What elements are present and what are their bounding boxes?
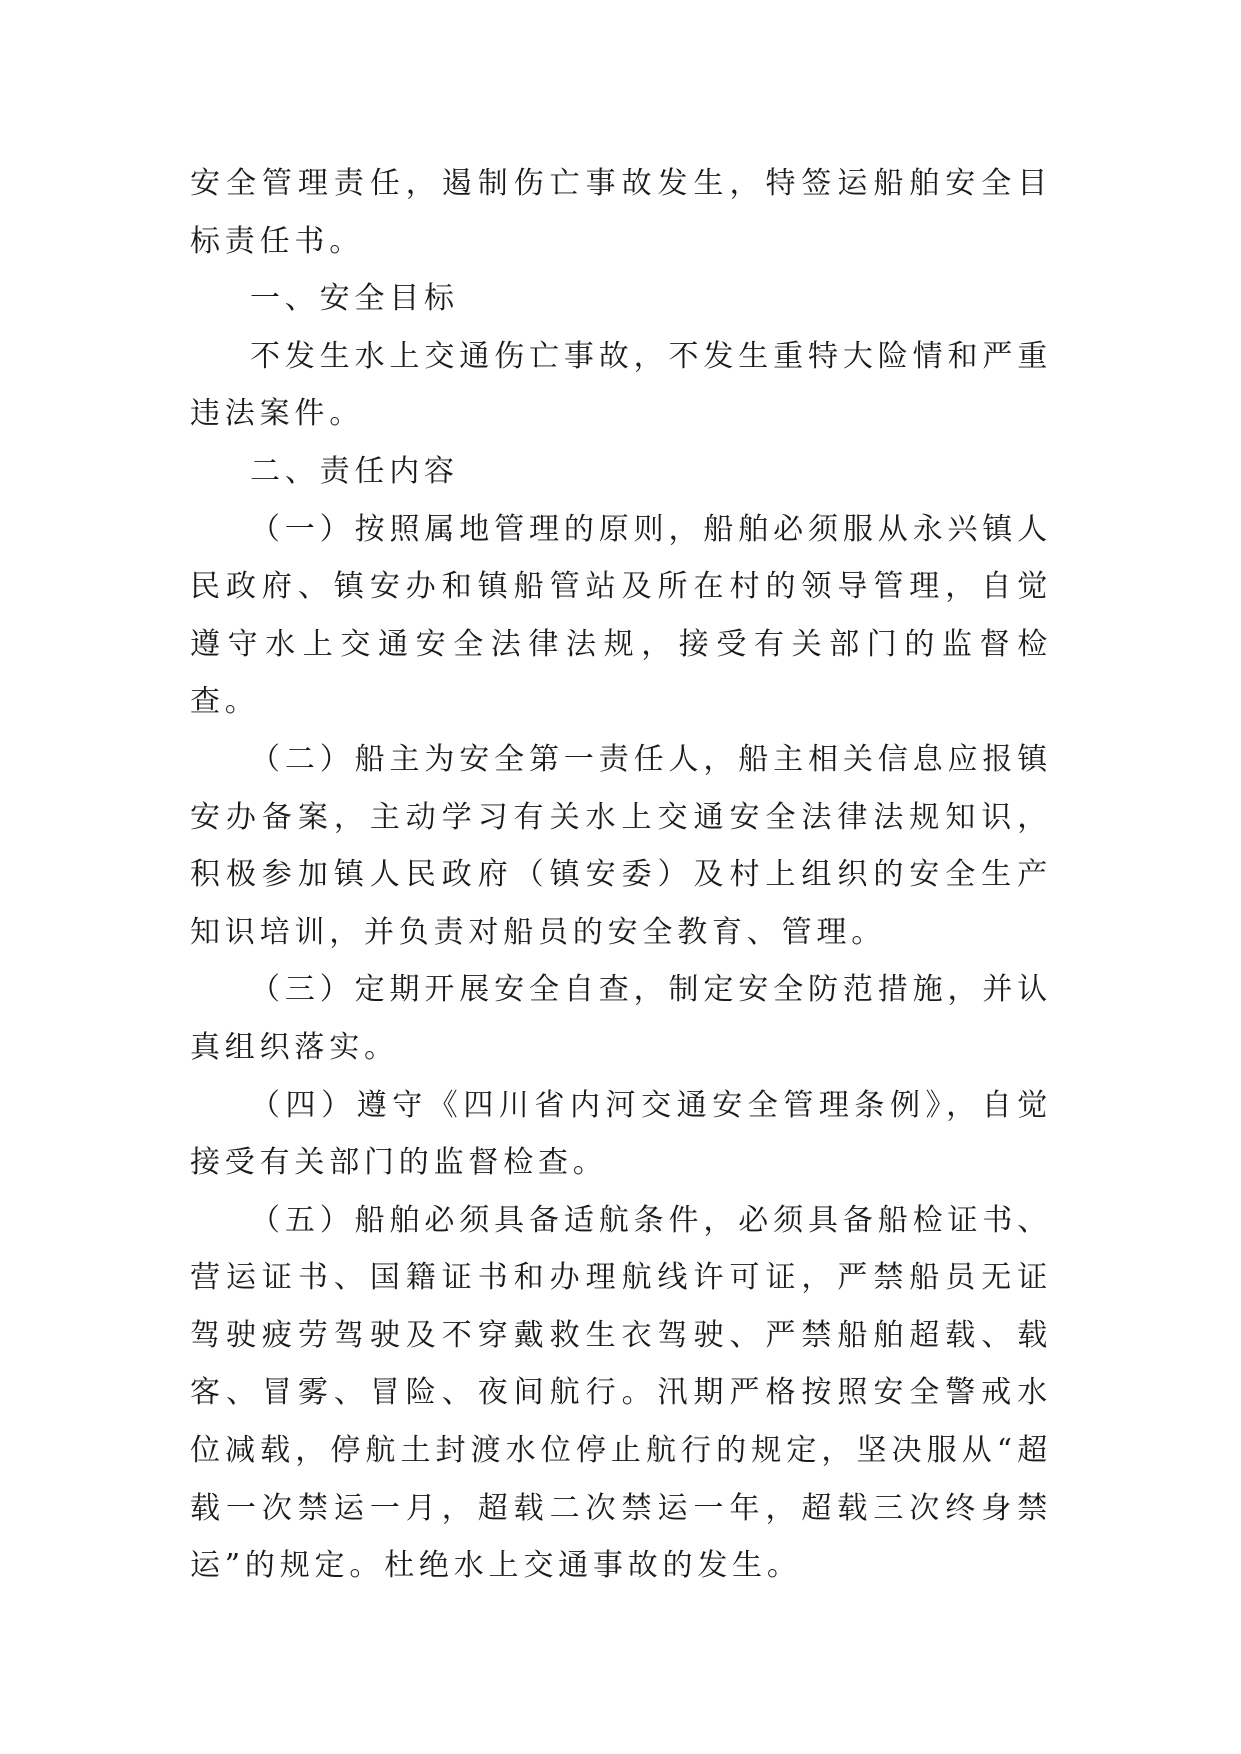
section-heading-responsibilities: 二、责任内容 — [250, 453, 459, 489]
paragraph-intro-continued: 安全管理责任，遏制伤亡事故发生，特签运船舶安全目标责任书。 — [190, 166, 1052, 259]
paragraph-item-2: （二）船主为安全第一责任人，船主相关信息应报镇安办备案，主动学习有关水上交通安全法律法规知识，积极参加镇人民政府（镇安委）及村上组织的安全生产知识培训，并负责对船员的安全教育、管理。 — [190, 741, 1052, 950]
paragraph-item-3: （三）定期开展安全自查，制定安全防范措施，并认真组织落实。 — [190, 972, 1052, 1065]
section-heading-safety-goal: 一、安全目标 — [250, 281, 459, 317]
document-body — [190, 155, 1052, 1595]
paragraph-item-1: （一）按照属地管理的原则，船舶必须服从永兴镇人民政府、镇安办和镇船管站及所在村的领导管理，自觉遵守水上交通安全法律法规，接受有关部门的监督检查。 — [190, 511, 1052, 720]
paragraph-item-4: （四）遵守《四川省内河交通安全管理条例》，自觉接受有关部门的监督检查。 — [190, 1087, 1052, 1181]
paragraph-item-5: （五）船舶必须具备适航条件，必须具备船检证书、营运证书、国籍证书和办理航线许可证，严禁船员无证驾驶疲劳驾驶及不穿戴救生衣驾驶、严禁船舶超载、载客、冒雾、冒险、夜间航行。汛期严格按照安全警戒水位减载，停航土封渡水位停止航行的规定，坚决服从“超载一次禁运一月，超载二次禁运一年，超载三次终身禁运”的规定。杜绝水上交通事故的发生。 — [190, 1202, 1052, 1584]
paragraph-safety-goal: 不发生水上交通伤亡事故，不发生重特大险情和严重违法案件。 — [190, 338, 1052, 432]
